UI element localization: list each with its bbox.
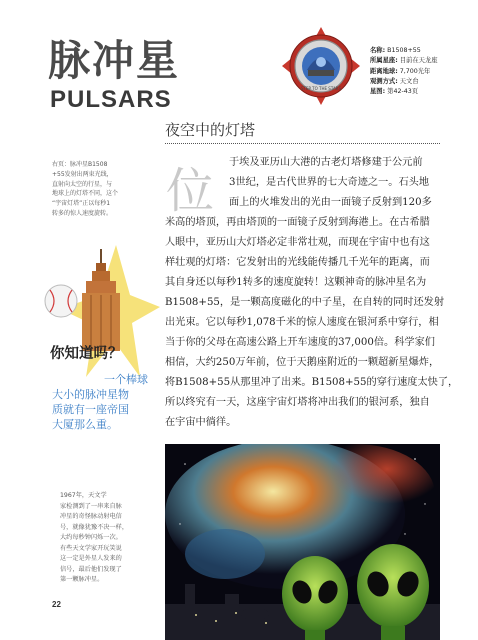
side-caption-top: 右页：脉冲星B1508 +55发射出两束光线， 直射向太空的行星，与 地球上的灯塔不同，这个 “宇宙灯塔”正以每秒1 转多的惊人速度旋转。: [52, 161, 119, 217]
article-line: 3世纪，是古代世界的七大奇迹之一。石头地: [229, 177, 430, 188]
article-line: 于埃及亚历山大港的古老灯塔修建于公元前: [229, 157, 423, 168]
did-you-know-line: 质就有一座帝国: [52, 403, 129, 416]
dotted-divider: [165, 143, 440, 144]
article-line: 人眼中，亚历山大灯塔必定非常壮观，而现在宇宙中也有这: [165, 237, 430, 248]
article-line: 出光束。它以每秒1,078千米的惊人速度在银河系中穿行，相: [165, 317, 439, 328]
info-row: 距离地球: 7,700光年: [370, 67, 431, 75]
info-box: [370, 46, 474, 97]
info-row: 名称: B1508+55: [370, 47, 421, 54]
article-line: 其自身还以每秒1转多的速度旋转！这颗神奇的脉冲星名为: [165, 277, 427, 288]
did-you-know-line: 一个棒球: [104, 373, 148, 386]
page-number: 22: [52, 600, 61, 609]
article-line: 在宇宙中徜徉。: [165, 417, 237, 428]
article-line: 样壮观的灯塔：它发射出的光线能传播几千光年的距离，而: [165, 257, 430, 268]
step-to-the-stars-badge: [281, 26, 361, 106]
did-you-know-line: 大厦那么重。: [52, 418, 118, 431]
page-subtitle: PULSARS: [50, 86, 172, 113]
section-title: 夜空中的灯塔: [165, 121, 256, 139]
nebula-alien-photo: [165, 444, 440, 640]
article-line: 当于你的父母在高速公路上开车速度的37,000倍。科学家们: [165, 337, 435, 348]
did-you-know-title: 你知道吗？: [50, 346, 123, 362]
info-row: 观测方式: 天文台: [370, 77, 419, 85]
article-line: 将B1508+55从那里冲了出来。B1508+55的穿行速度太快了，: [165, 377, 459, 388]
article-line: B1508+55，是一颗高度磁化的中子星，在自转的同时还发射: [165, 297, 445, 308]
did-you-know-illustration: [36, 245, 161, 385]
badge-ring-text: STEP TO THE STARS: [300, 86, 342, 91]
info-row: 所属星座: 目前在天龙座: [370, 57, 438, 65]
info-row: 星图: 第42-43页: [370, 88, 419, 96]
article-line: 所以终究有一天，这座宇宙灯塔将冲出我们的银河系，独自: [165, 397, 430, 408]
side-caption-bottom: 1967年，天文学 家检测到了一串来自脉 冲星的奇怪脉动射电信 号，就像犹豫不决一样， 大约每秒钟闪烁一次。 有些天文学家开玩笑说 这一定是外星人发来的 信号，最后他们发现了 第一颗脉冲星。: [60, 492, 129, 583]
baseball-icon: [45, 285, 77, 317]
article-line: 面上的火堆发出的光由一面镜子反射到120多: [229, 197, 432, 208]
page-title: 脉冲星: [48, 36, 181, 85]
article-line: 相信，大约250万年前，位于天鹅座附近的一颗超新星爆炸，: [165, 357, 440, 368]
drop-cap: 位: [165, 163, 214, 219]
article-line: 米高的塔顶，再由塔顶的一面镜子反射到海港上。在古希腊: [165, 217, 430, 228]
did-you-know-line: 大小的脉冲星物: [52, 388, 129, 401]
